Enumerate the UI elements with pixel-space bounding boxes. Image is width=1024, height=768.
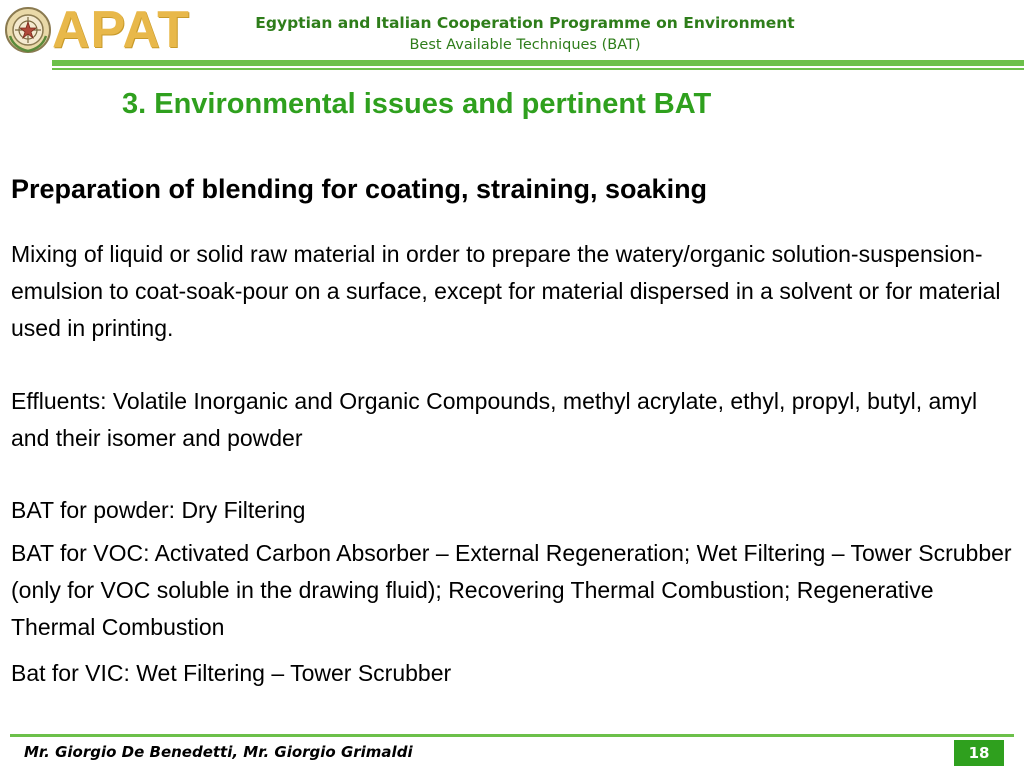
- paragraph-effluents: Effluents: Volatile Inorganic and Organic Compounds, methyl acrylate, ethyl, propyl, butyl, amyl and their isomer and powder: [11, 388, 978, 451]
- apat-logo: APAT: [52, 1, 190, 59]
- italian-republic-emblem-icon: [4, 6, 52, 54]
- section-title: 3. Environmental issues and pertinent BAT: [122, 88, 712, 120]
- page-number-badge: 18: [954, 740, 1004, 766]
- header-divider: [52, 60, 1024, 66]
- footer-authors: Mr. Giorgio De Benedetti, Mr. Giorgio Grimaldi: [24, 743, 413, 761]
- header-title: Egyptian and Italian Cooperation Programme on Environment: [255, 14, 795, 32]
- slide-heading: Preparation of blending for coating, straining, soaking: [11, 174, 708, 204]
- header-subtitle: Best Available Techniques (BAT): [409, 37, 641, 53]
- footer-divider: [10, 734, 1014, 737]
- paragraph-bat-powder: BAT for powder: Dry Filtering: [11, 497, 306, 523]
- paragraph-description: Mixing of liquid or solid raw material in order to prepare the watery/organic solution-suspension-emulsion to coat-soak-pour on a surface, except for material dispersed in a solvent or for material used in printing.: [11, 241, 1001, 341]
- header-divider-thin: [52, 68, 1024, 70]
- paragraph-bat-voc: BAT for VOC: Activated Carbon Absorber – External Regeneration; Wet Filtering – Tower Scrubber (only for VOC soluble in the drawing fluid); Recovering Thermal Combustion; Regenerative Thermal Combustion: [11, 540, 1012, 640]
- paragraph-bat-vic: Bat for VIC: Wet Filtering – Tower Scrubber: [11, 660, 452, 686]
